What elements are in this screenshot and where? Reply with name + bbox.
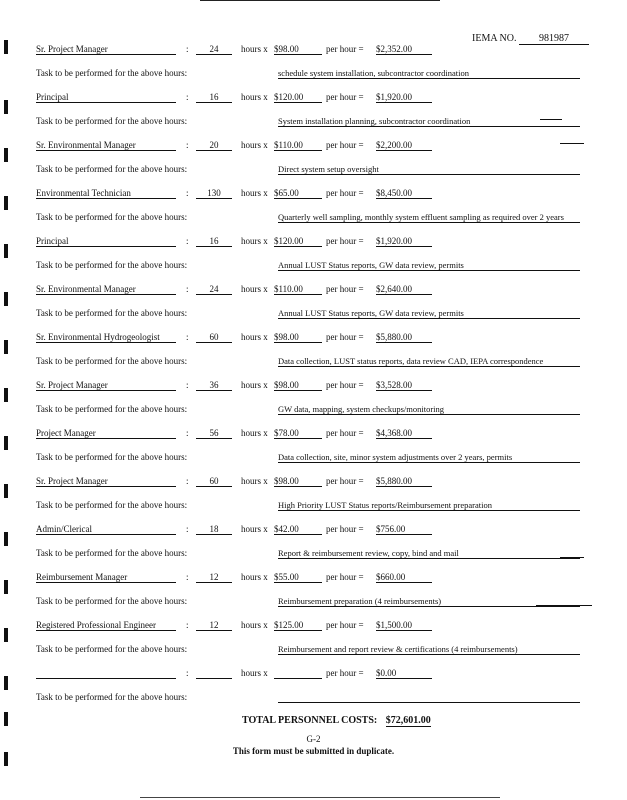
top-scan-line	[200, 0, 440, 1]
position-title: Sr. Environmental Manager	[36, 140, 176, 151]
personnel-row	[0, 380, 627, 394]
task-description: Direct system setup oversight	[278, 164, 580, 175]
task-row	[0, 404, 627, 418]
colon-separator: :	[186, 44, 189, 54]
hours-value: 12	[196, 572, 232, 583]
task-row	[0, 500, 627, 514]
hours-value: 24	[196, 284, 232, 295]
line-amount: $5,880.00	[376, 476, 432, 487]
task-row	[0, 212, 627, 226]
hours-value: 56	[196, 428, 232, 439]
task-row	[0, 596, 627, 610]
hours-value: 36	[196, 380, 232, 391]
hours-value: 130	[196, 188, 232, 199]
hours-x-label: hours x	[241, 380, 268, 390]
task-row	[0, 692, 627, 706]
hours-x-label: hours x	[241, 284, 268, 294]
task-description: Annual LUST Status reports, GW data review, permits	[278, 308, 580, 319]
task-description: GW data, mapping, system checkups/monitoring	[278, 404, 580, 415]
hours-x-label: hours x	[241, 572, 268, 582]
per-hour-label: per hour =	[326, 428, 364, 438]
hourly-rate: $98.00	[274, 44, 322, 55]
colon-separator: :	[186, 236, 189, 246]
line-amount: $8,450.00	[376, 188, 432, 199]
position-title: Registered Professional Engineer	[36, 620, 176, 631]
line-amount: $1,920.00	[376, 92, 432, 103]
per-hour-label: per hour =	[326, 188, 364, 198]
personnel-row	[0, 188, 627, 202]
per-hour-label: per hour =	[326, 572, 364, 582]
hourly-rate: $65.00	[274, 188, 322, 199]
personnel-row	[0, 572, 627, 586]
line-amount: $1,500.00	[376, 620, 432, 631]
per-hour-label: per hour =	[326, 236, 364, 246]
total-personnel-costs	[242, 715, 431, 727]
position-title: Sr. Project Manager	[36, 44, 176, 55]
position-title: Sr. Project Manager	[36, 476, 176, 487]
task-label: Task to be performed for the above hours:	[36, 548, 188, 558]
line-amount: $5,880.00	[376, 332, 432, 343]
position-title: Project Manager	[36, 428, 176, 439]
hours-x-label: hours x	[241, 332, 268, 342]
blank-rule	[536, 605, 592, 606]
hours-x-label: hours x	[241, 92, 268, 102]
task-description: Data collection, site, minor system adjustments over 2 years, permits	[278, 452, 580, 463]
per-hour-label: per hour =	[326, 140, 364, 150]
total-amount: $72,601.00	[385, 715, 431, 726]
task-label: Task to be performed for the above hours:	[36, 308, 188, 318]
per-hour-label: per hour =	[326, 668, 364, 678]
position-title: Sr. Environmental Manager	[36, 284, 176, 295]
task-row	[0, 452, 627, 466]
hours-x-label: hours x	[241, 476, 268, 486]
colon-separator: :	[186, 188, 189, 198]
blank-rule	[560, 557, 584, 558]
position-title: Environmental Technician	[36, 188, 176, 199]
blank-rule	[560, 143, 584, 144]
bottom-scan-line	[140, 797, 500, 798]
hourly-rate: $78.00	[274, 428, 322, 439]
line-amount: $756.00	[376, 524, 432, 535]
line-amount: $1,920.00	[376, 236, 432, 247]
colon-separator: :	[186, 572, 189, 582]
hours-x-label: hours x	[241, 524, 268, 534]
colon-separator: :	[186, 476, 189, 486]
per-hour-label: per hour =	[326, 332, 364, 342]
task-description: Report & reimbursement review, copy, bind and mail	[278, 548, 580, 559]
hours-value: 24	[196, 44, 232, 55]
personnel-row	[0, 236, 627, 250]
hourly-rate: $110.00	[274, 140, 322, 151]
task-label: Task to be performed for the above hours:	[36, 260, 188, 270]
task-description	[278, 692, 580, 703]
task-label: Task to be performed for the above hours:	[36, 644, 188, 654]
hours-value: 60	[196, 332, 232, 343]
task-row	[0, 116, 627, 130]
task-description: Data collection, LUST status reports, data review CAD, IEPA correspondence	[278, 356, 580, 367]
personnel-row	[0, 44, 627, 58]
line-amount: $3,528.00	[376, 380, 432, 391]
hourly-rate: $98.00	[274, 380, 322, 391]
page-number: G-2	[306, 734, 321, 744]
hourly-rate: $55.00	[274, 572, 322, 583]
colon-separator: :	[186, 140, 189, 150]
task-label: Task to be performed for the above hours:	[36, 68, 188, 78]
colon-separator: :	[186, 92, 189, 102]
task-description: Quarterly well sampling, monthly system effluent sampling as required over 2 years	[278, 212, 580, 223]
footer-note: This form must be submitted in duplicate.	[232, 746, 395, 756]
hours-value: 12	[196, 620, 232, 631]
per-hour-label: per hour =	[326, 524, 364, 534]
line-amount: $2,352.00	[376, 44, 432, 55]
position-title: Sr. Environmental Hydrogeologist	[36, 332, 176, 343]
hours-value	[196, 668, 232, 679]
hourly-rate: $110.00	[274, 284, 322, 295]
task-description: System installation planning, subcontractor coordination	[278, 116, 580, 127]
task-description: Reimbursement and report review & certifications (4 reimbursements)	[278, 644, 580, 655]
line-amount: $2,640.00	[376, 284, 432, 295]
task-label: Task to be performed for the above hours:	[36, 164, 188, 174]
task-label: Task to be performed for the above hours:	[36, 356, 188, 366]
hourly-rate: $125.00	[274, 620, 322, 631]
personnel-row	[0, 620, 627, 634]
position-title: Admin/Clerical	[36, 524, 176, 535]
position-title: Sr. Project Manager	[36, 380, 176, 391]
hours-value: 60	[196, 476, 232, 487]
edge-mark	[4, 712, 8, 726]
position-title: Principal	[36, 236, 176, 247]
colon-separator: :	[186, 428, 189, 438]
colon-separator: :	[186, 380, 189, 390]
task-row	[0, 644, 627, 658]
task-description: High Priority LUST Status reports/Reimbursement preparation	[278, 500, 580, 511]
task-row	[0, 68, 627, 82]
personnel-row	[0, 284, 627, 298]
hours-x-label: hours x	[241, 140, 268, 150]
per-hour-label: per hour =	[326, 92, 364, 102]
hours-value: 16	[196, 92, 232, 103]
hourly-rate: $42.00	[274, 524, 322, 535]
position-title: Principal	[36, 92, 176, 103]
per-hour-label: per hour =	[326, 380, 364, 390]
hours-x-label: hours x	[241, 668, 268, 678]
line-amount: $2,200.00	[376, 140, 432, 151]
hours-value: 16	[196, 236, 232, 247]
task-row	[0, 308, 627, 322]
task-row	[0, 260, 627, 274]
personnel-row	[0, 140, 627, 154]
task-description: schedule system installation, subcontractor coordination	[278, 68, 580, 79]
hourly-rate	[274, 668, 322, 679]
hourly-rate: $98.00	[274, 332, 322, 343]
task-label: Task to be performed for the above hours:	[36, 212, 188, 222]
position-title	[36, 668, 176, 679]
colon-separator: :	[186, 620, 189, 630]
colon-separator: :	[186, 524, 189, 534]
colon-separator: :	[186, 332, 189, 342]
total-label: TOTAL PERSONNEL COSTS:	[242, 715, 378, 726]
hourly-rate: $98.00	[274, 476, 322, 487]
task-description: Annual LUST Status reports, GW data review, permits	[278, 260, 580, 271]
hours-value: 18	[196, 524, 232, 535]
hourly-rate: $120.00	[274, 92, 322, 103]
personnel-row	[0, 332, 627, 346]
personnel-row	[0, 524, 627, 538]
hourly-rate: $120.00	[274, 236, 322, 247]
personnel-row	[0, 428, 627, 442]
per-hour-label: per hour =	[326, 620, 364, 630]
task-label: Task to be performed for the above hours:	[36, 692, 188, 702]
hours-x-label: hours x	[241, 428, 268, 438]
blank-rule	[540, 119, 562, 120]
line-amount: $4,368.00	[376, 428, 432, 439]
task-label: Task to be performed for the above hours:	[36, 404, 188, 414]
task-label: Task to be performed for the above hours:	[36, 596, 188, 606]
hours-x-label: hours x	[241, 236, 268, 246]
task-row	[0, 548, 627, 562]
per-hour-label: per hour =	[326, 44, 364, 54]
personnel-row	[0, 92, 627, 106]
hours-x-label: hours x	[241, 620, 268, 630]
colon-separator: :	[186, 284, 189, 294]
hours-x-label: hours x	[241, 44, 268, 54]
line-amount: $0.00	[376, 668, 432, 679]
task-label: Task to be performed for the above hours:	[36, 452, 188, 462]
task-row	[0, 164, 627, 178]
personnel-row	[0, 476, 627, 490]
hours-value: 20	[196, 140, 232, 151]
per-hour-label: per hour =	[326, 476, 364, 486]
personnel-row	[0, 668, 627, 682]
hours-x-label: hours x	[241, 188, 268, 198]
colon-separator: :	[186, 668, 189, 678]
task-row	[0, 356, 627, 370]
task-description: Reimbursement preparation (4 reimbursements)	[278, 596, 580, 607]
per-hour-label: per hour =	[326, 284, 364, 294]
task-label: Task to be performed for the above hours:	[36, 116, 188, 126]
position-title: Reimbursement Manager	[36, 572, 176, 583]
task-label: Task to be performed for the above hours:	[36, 500, 188, 510]
line-amount: $660.00	[376, 572, 432, 583]
iema-label: IEMA NO.	[472, 33, 517, 44]
iema-number: 981987	[519, 33, 589, 45]
